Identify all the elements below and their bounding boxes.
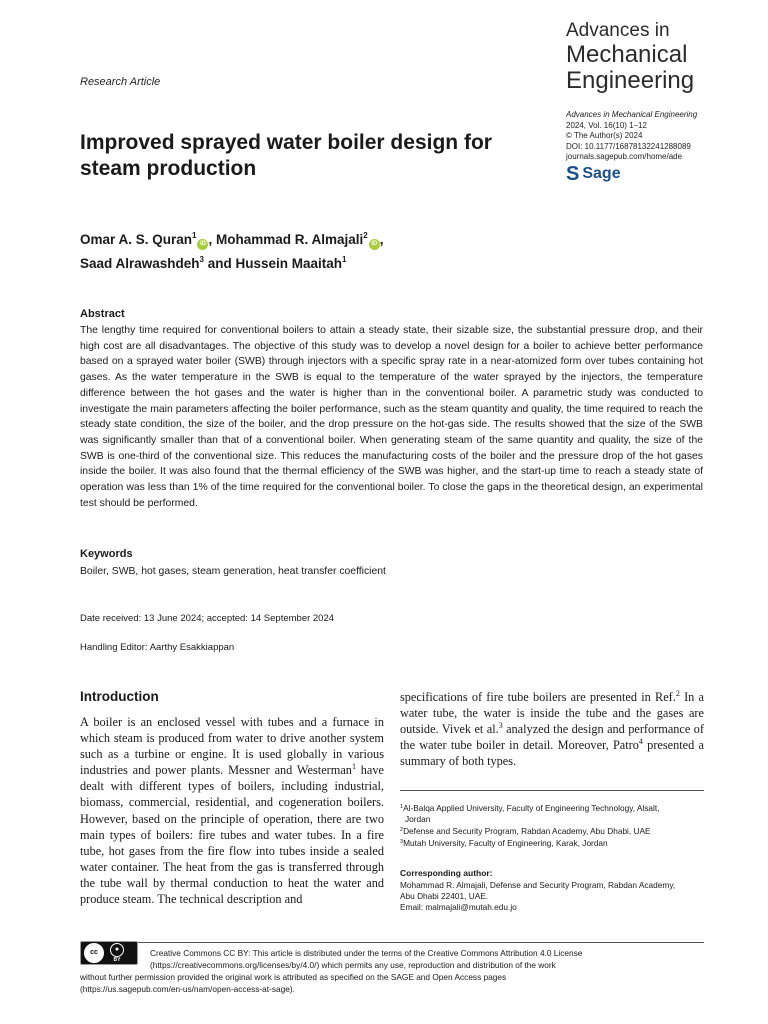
corresponding-line: Abu Dhabi 22401, UAE. bbox=[400, 891, 489, 901]
journal-meta bbox=[566, 110, 766, 163]
article-type: Research Article bbox=[80, 76, 161, 88]
intro-text: presented a summary of both types. bbox=[400, 738, 704, 769]
orcid-icon[interactable]: iD bbox=[197, 239, 208, 250]
affiliation-text: Defense and Security Program, Rabdan Academy, Abu Dhabi, UAE bbox=[403, 826, 651, 836]
intro-text: have dealt with different types of boilers, including industrial, biomass, commercial, residential, and cogeneration boilers. However, based on the principle of operation, there are two main types of boilers: fire tubes and water tubes. In a fire tube, hot gases from the fire flow into tubes inside a sealed water container. The heat from the gas is transferred through the tube wall by thermal conduction to heat the water and produce steam. The technical description and bbox=[80, 763, 384, 907]
corresponding-email[interactable]: Email: malmajali@mutah.edu.jo bbox=[400, 902, 517, 912]
author-affiliation-number: 1 bbox=[192, 231, 197, 240]
meta-volume: 2024, Vol. 16(10) 1–12 bbox=[566, 120, 647, 130]
meta-url[interactable]: journals.sagepub.com/home/ade bbox=[566, 152, 683, 162]
author-name[interactable]: Mohammad R. Almajali bbox=[216, 232, 364, 247]
author-affiliation-number: 3 bbox=[199, 255, 204, 264]
author-separator: , bbox=[208, 232, 216, 247]
dates-received: Date received: 13 June 2024; accepted: 14 September 2024 bbox=[80, 613, 335, 624]
intro-text: specifications of fire tube boilers are presented in Ref. bbox=[400, 690, 676, 704]
citation-ref[interactable]: 1 bbox=[351, 762, 356, 772]
license-link[interactable]: (https://us.sagepub.com/en-us/nam/open-access-at-sage). bbox=[80, 984, 295, 994]
corresponding-author-heading: Corresponding author: bbox=[400, 868, 493, 878]
affiliation-text-continued: Jordan bbox=[405, 814, 431, 824]
intro-text: In a water tube, the water is inside the tube and the gases are outside. Vivek et al. bbox=[400, 690, 705, 737]
affiliations bbox=[400, 802, 704, 849]
introduction-column-2 bbox=[400, 689, 704, 769]
journal-name-line3: Engineering bbox=[566, 67, 695, 94]
corresponding-author-details bbox=[400, 880, 704, 913]
meta-journal: Advances in Mechanical Engineering bbox=[566, 110, 698, 119]
author-list bbox=[80, 226, 540, 273]
journal-name-line2: Mechanical bbox=[566, 41, 688, 68]
journal-name-line1: Advances in bbox=[566, 20, 670, 41]
introduction-heading: Introduction bbox=[80, 689, 159, 704]
citation-ref[interactable]: 4 bbox=[638, 737, 643, 747]
by-label: BY bbox=[113, 957, 121, 963]
author-name[interactable]: Omar A. S. Quran bbox=[80, 232, 193, 247]
author-separator: , bbox=[379, 232, 384, 247]
license-link[interactable]: (https://creativecommons.org/licenses/by/4.0/) which permits any use, reproduction and distribution of the work bbox=[150, 960, 556, 970]
affiliations-divider bbox=[400, 790, 704, 791]
author-separator: and bbox=[204, 256, 236, 271]
meta-copyright: © The Author(s) 2024 bbox=[566, 131, 643, 141]
affiliation-item bbox=[400, 837, 704, 849]
affiliation-item bbox=[400, 802, 704, 814]
affiliation-number: 3 bbox=[400, 839, 404, 845]
cc-icon: cc bbox=[84, 943, 104, 963]
intro-text: analyzed the design and performance of the water tube boiler in detail. Moreover, Patro bbox=[400, 722, 704, 753]
author-name[interactable]: Saad Alrawashdeh bbox=[80, 256, 200, 271]
affiliation-number: 1 bbox=[400, 804, 404, 810]
citation-ref[interactable]: 3 bbox=[498, 721, 503, 731]
keywords-heading: Keywords bbox=[80, 548, 133, 560]
abstract-heading: Abstract bbox=[80, 308, 125, 320]
keywords-text: Boiler, SWB, hot gases, steam generation, heat transfer coefficient bbox=[80, 566, 386, 577]
author-affiliation-number: 1 bbox=[342, 255, 347, 264]
abstract-text: The lengthy time required for conventional boilers to attain a steady state, their sizable size, the substantial pressure drop, and their high cost are all disadvantages. The objective of this study was to develop a novel design for a boiler to achieve better performance based on a sprayed water boiler (SWB) through injectors with a specific spray rate in a near-atomized form over tubes containing hot gases. As the water temperature in the SWB is equal to the temperature of the water sprayed by the injectors, the temperature difference between the hot gases and the water is higher than in the conventional boiler. A parametric study was conducted to investigate the main parameters affecting the boiler performance, such as the steam quantity and quality, the time required to reach the steady state condition, the size of the boiler, and the drop pressure on the hot-gas side. The results showed that the size of the SWB was significantly smaller than that of a conventional boiler. When generating steam of the same quantity and quality, the size of the SWB is one-third of the conventional size. This reduces the manufacturing costs of the boiler and the pressure drop of the hot gases inside the boiler. It was also found that the thermal efficiency of the SWB was higher, and the start-up time to reach a steady state of operation was less than 1% of the time required for the conventional boiler. To close the gaps in the theoretical design, an experimental test should be performed. bbox=[80, 325, 703, 509]
journal-name bbox=[566, 20, 756, 94]
introduction-column-1 bbox=[80, 714, 384, 907]
affiliation-text: Al-Balqa Applied University, Faculty of Engineering Technology, Alsalt, bbox=[403, 803, 660, 813]
page-title: Improved sprayed water boiler design for steam production bbox=[80, 131, 492, 180]
affiliation-item bbox=[400, 825, 704, 837]
author-name[interactable]: Hussein Maaitah bbox=[235, 256, 343, 271]
meta-doi[interactable]: DOI: 10.1177/16878132241288089 bbox=[566, 141, 691, 151]
author-affiliation-number: 2 bbox=[363, 231, 368, 240]
corresponding-line: Mohammad R. Almajali, Defense and Security Program, Rabdan Academy, bbox=[400, 880, 676, 890]
handling-editor: Handling Editor: Aarthy Esakkiappan bbox=[80, 642, 235, 653]
affiliation-text: Mutah University, Faculty of Engineering, Karak, Jordan bbox=[403, 838, 608, 848]
sage-wordmark: Sage bbox=[582, 165, 621, 182]
citation-ref[interactable]: 2 bbox=[675, 689, 680, 698]
intro-text: A boiler is an enclosed vessel with tubes and a furnace in which steam is produced from water to drive another system such as a turbine or engine. It is used globally in various industries and power plants. Messner and Westerman bbox=[80, 715, 384, 778]
sage-logo bbox=[566, 163, 621, 185]
person-icon: ● bbox=[110, 943, 124, 957]
license-divider bbox=[80, 942, 704, 943]
license-line: without further permission provided the original work is attributed as specified on the SAGE and Open Access pages bbox=[80, 972, 507, 982]
sage-s-icon: S bbox=[566, 163, 580, 185]
license-line: Creative Commons CC BY: This article is distributed under the terms of the Creative Commons Attribution 4.0 License bbox=[150, 948, 583, 958]
affiliation-number: 2 bbox=[400, 827, 404, 833]
license-text bbox=[80, 947, 704, 995]
orcid-icon[interactable]: iD bbox=[369, 239, 380, 250]
